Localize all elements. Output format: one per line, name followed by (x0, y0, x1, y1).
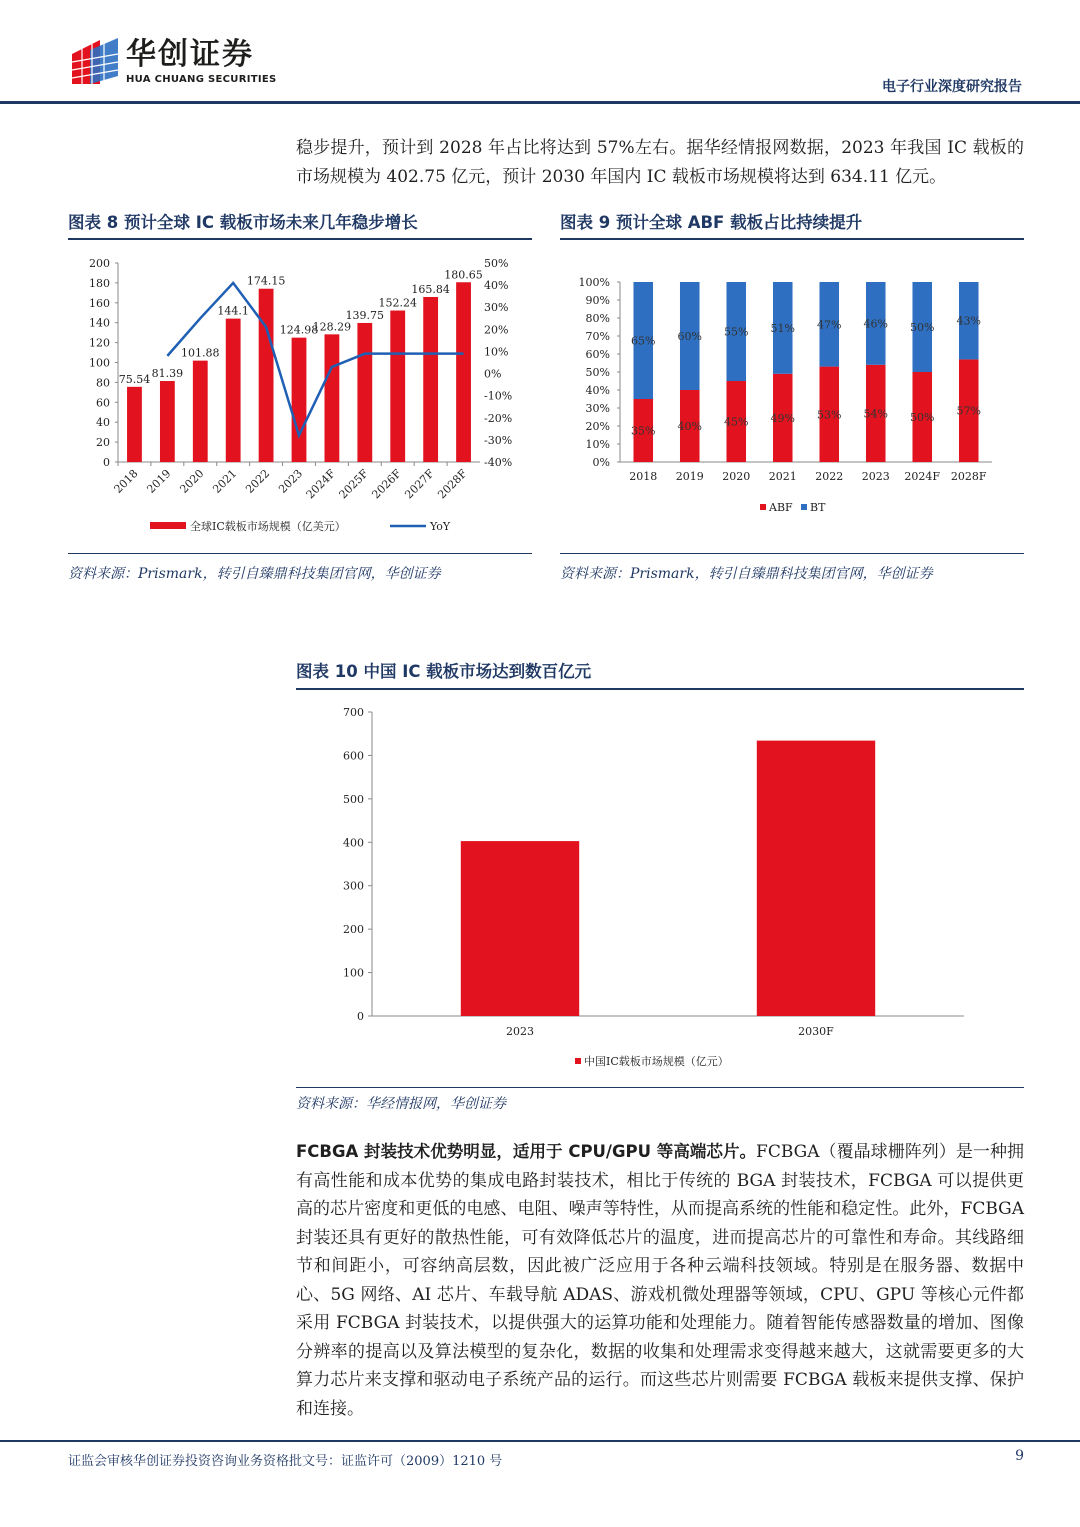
x-tick-label: 2020 (722, 470, 751, 483)
x-tick-label: 2021 (768, 470, 797, 483)
data-label: 124.98 (279, 323, 319, 337)
figure-10-source: 资料来源：华经情报网，华创证券 (296, 1096, 506, 1112)
bar (292, 338, 307, 462)
data-label-abf: 35% (631, 424, 656, 438)
bar (357, 323, 372, 462)
x-tick-label: 2025F (336, 466, 371, 502)
x-tick-label: 2018 (111, 466, 141, 496)
figure-10-chart (296, 696, 1024, 1082)
figure-10-title: 图表 10 中国 IC 载板市场达到数百亿元 (296, 662, 592, 681)
data-label-bt: 46% (863, 317, 888, 331)
y-tick-label: 30% (585, 402, 610, 415)
figure-8-rule (68, 238, 532, 240)
data-label: 180.65 (444, 268, 483, 282)
y2-tick-label: 30% (484, 301, 509, 315)
figure-9-source-rule (560, 553, 1024, 554)
y-tick-label: 80 (96, 376, 110, 390)
y-tick-label: 200 (343, 923, 364, 937)
y-tick-label: 0% (592, 456, 610, 469)
y2-tick-label: -40% (484, 456, 513, 469)
y-tick-label: 160 (89, 296, 110, 310)
data-label: 144.1 (217, 304, 249, 318)
y2-tick-label: 10% (484, 345, 509, 359)
x-tick-label: 2028F (435, 466, 470, 502)
figure-10-source-rule (296, 1087, 1024, 1088)
x-tick-label: 2020 (177, 466, 207, 496)
logo-icon (70, 36, 120, 86)
figure-8-chart (68, 248, 532, 548)
data-label-bt: 51% (770, 321, 795, 335)
data-label: 174.15 (246, 274, 286, 288)
y-tick-label: 60% (585, 348, 610, 361)
report-type: 电子行业深度研究报告 (882, 79, 1022, 95)
data-label-abf: 57% (956, 404, 981, 418)
x-tick-label: 2024F (904, 470, 941, 483)
y-tick-label: 400 (343, 836, 364, 850)
figure-8-title: 图表 8 预计全球 IC 载板市场未来几年稳步增长 (68, 213, 418, 232)
y-tick-label: 600 (343, 749, 364, 763)
y-tick-label: 50% (585, 366, 610, 379)
bar (226, 319, 241, 462)
footer-divider (0, 1440, 1080, 1442)
y-tick-label: 20 (96, 436, 110, 450)
data-label: 165.84 (411, 282, 450, 296)
legend-label: ABF (769, 501, 793, 514)
bar (259, 289, 274, 462)
legend-label: 中国IC载板市场规模（亿元） (584, 1055, 729, 1068)
y-tick-label: 180 (89, 276, 110, 290)
y2-tick-label: -30% (484, 433, 513, 447)
data-label-bt: 65% (631, 334, 656, 348)
figure-9-title: 图表 9 预计全球 ABF 载板占比持续提升 (560, 213, 863, 232)
body-text: FCBGA（覆晶球栅阵列）是一种拥有高性能和成本优势的集成电路封装技术，相比于传统的 BGA 封装技术，FCBGA 可以提供更高的芯片密度和更低的电感、电阻、噪声等特性，从而提高系统的性能和稳定性。此外，FCBGA 封装还具有更好的散热性能，可有效降低芯片的温度，进而提高芯片的可靠性和寿命。其线路细节和间距小，可容纳高层数，因此被广泛应用于各种云端科技领域。特别是在服务器、数据中心、5G 网络、AI 芯片、车载导航 ADAS、游戏机微处理器等领域，CPU、GPU 等核心元件都采用 FCBGA 封装技术，以提供强大的运算功能和处理能力。随着智能传感器数量的增加、图像分辨率的提高以及算法模型的复杂化，数据的收集和处理需求变得越来越大，这就需要更多的大算力芯片来支撑和驱动电子系统产品的运行。而这些芯片则需要 FCBGA 载板来提供支撑、保护和连接。 (296, 1142, 1024, 1419)
y-tick-label: 500 (343, 792, 364, 806)
x-tick-label: 2022 (243, 466, 273, 496)
y-tick-label: 0 (103, 456, 110, 469)
data-label: 139.75 (345, 308, 385, 322)
data-label-abf: 40% (677, 420, 702, 433)
figure-8-source-rule (68, 553, 532, 554)
data-label: 81.39 (151, 367, 184, 381)
page-number: 9 (1015, 1448, 1024, 1464)
data-label: 152.24 (378, 296, 417, 310)
y-tick-label: 100 (343, 966, 364, 980)
y-tick-label: 70% (585, 330, 610, 343)
x-tick-label: 2028F (950, 470, 987, 483)
y-tick-label: 10% (585, 438, 610, 451)
footer-text: 证监会审核华创证券投资咨询业务资格批文号：证监许可（2009）1210 号 (68, 1454, 503, 1469)
x-tick-label: 2027F (402, 466, 437, 502)
legend-swatch-bt (801, 504, 807, 510)
body-lead: FCBGA 封装技术优势明显，适用于 CPU/GPU 等高端芯片。 (296, 1142, 757, 1161)
x-tick-label: 2026F (369, 466, 404, 502)
x-tick-label: 2019 (675, 470, 704, 483)
y-tick-label: 200 (89, 257, 110, 270)
y2-tick-label: 40% (484, 279, 509, 293)
y-tick-label: 90% (585, 294, 610, 307)
y2-tick-label: -10% (484, 389, 513, 403)
y-tick-label: 140 (89, 316, 110, 330)
y-tick-label: 100 (89, 356, 110, 370)
bar (456, 282, 471, 462)
data-label-abf: 50% (910, 411, 935, 424)
figure-9-source: 资料来源：Prismark，转引自臻鼎科技集团官网，华创证券 (560, 566, 933, 582)
data-label-bt: 55% (724, 325, 749, 339)
data-label-bt: 43% (956, 314, 981, 328)
y-tick-label: 60 (96, 396, 110, 410)
data-label-abf: 54% (863, 407, 888, 421)
legend-swatch-abf (760, 504, 766, 510)
legend-swatch-bar (150, 522, 186, 529)
figure-9-chart (560, 248, 1024, 548)
intro-paragraph: 稳步提升，预计到 2028 年占比将达到 57%左右。据华经情报网数据，2023 年我国 IC 载板的市场规模为 402.75 亿元，预计 2030 年国内 IC 载板市场规模将达到 634.11 亿元。 (296, 138, 1024, 187)
x-tick-label: 2023 (276, 466, 306, 496)
y-tick-label: 120 (89, 336, 110, 350)
y-tick-label: 100% (578, 276, 610, 289)
bar (193, 361, 208, 462)
data-label: 101.88 (181, 346, 220, 360)
legend-swatch (575, 1058, 581, 1064)
x-tick-label: 2021 (210, 466, 240, 496)
data-label-abf: 53% (817, 408, 842, 422)
x-tick-label: 2030F (798, 1025, 834, 1038)
bar (461, 841, 579, 1016)
y-tick-label: 40 (96, 416, 110, 430)
y-tick-label: 700 (343, 706, 364, 719)
y-tick-label: 300 (343, 879, 364, 893)
x-tick-label: 2018 (629, 470, 658, 483)
bar (160, 381, 175, 462)
y-tick-label: 0 (357, 1010, 364, 1023)
x-tick-label: 2024F (303, 466, 339, 502)
data-label: 75.54 (118, 372, 151, 386)
figure-8-source: 资料来源：Prismark，转引自臻鼎科技集团官网，华创证券 (68, 566, 441, 582)
x-tick-label: 2022 (815, 470, 844, 483)
figure-10-rule (296, 688, 1024, 690)
y-tick-label: 20% (585, 420, 610, 433)
y2-tick-label: 50% (484, 257, 509, 270)
legend-label: 全球IC载板市场规模（亿美元） (190, 520, 346, 533)
y-tick-label: 80% (585, 312, 610, 325)
legend-label: YoY (430, 520, 451, 533)
y2-tick-label: 20% (484, 323, 509, 337)
bar (390, 311, 405, 462)
header-divider (0, 101, 1080, 104)
y2-tick-label: 0% (484, 367, 502, 381)
x-tick-label: 2023 (506, 1025, 534, 1038)
legend-label: BT (810, 501, 826, 514)
bar (127, 387, 142, 462)
bar (757, 741, 875, 1016)
logo-text-en: HUA CHUANG SECURITIES (126, 74, 277, 85)
x-tick-label: 2019 (144, 466, 174, 496)
y-tick-label: 40% (585, 384, 610, 397)
figure-9-rule (560, 238, 1024, 240)
y2-tick-label: -20% (484, 411, 513, 425)
bar (423, 297, 438, 462)
data-label-abf: 49% (770, 411, 795, 425)
data-label-bt: 60% (677, 330, 702, 343)
data-label-bt: 50% (910, 321, 935, 334)
data-label-bt: 47% (817, 318, 842, 332)
data-label-abf: 45% (724, 415, 749, 429)
body-paragraph (296, 1138, 1024, 1423)
bar (325, 334, 340, 462)
x-tick-label: 2023 (861, 470, 890, 483)
data-label: 128.29 (312, 320, 352, 334)
logo-text-cn: 华创证券 (126, 37, 254, 72)
